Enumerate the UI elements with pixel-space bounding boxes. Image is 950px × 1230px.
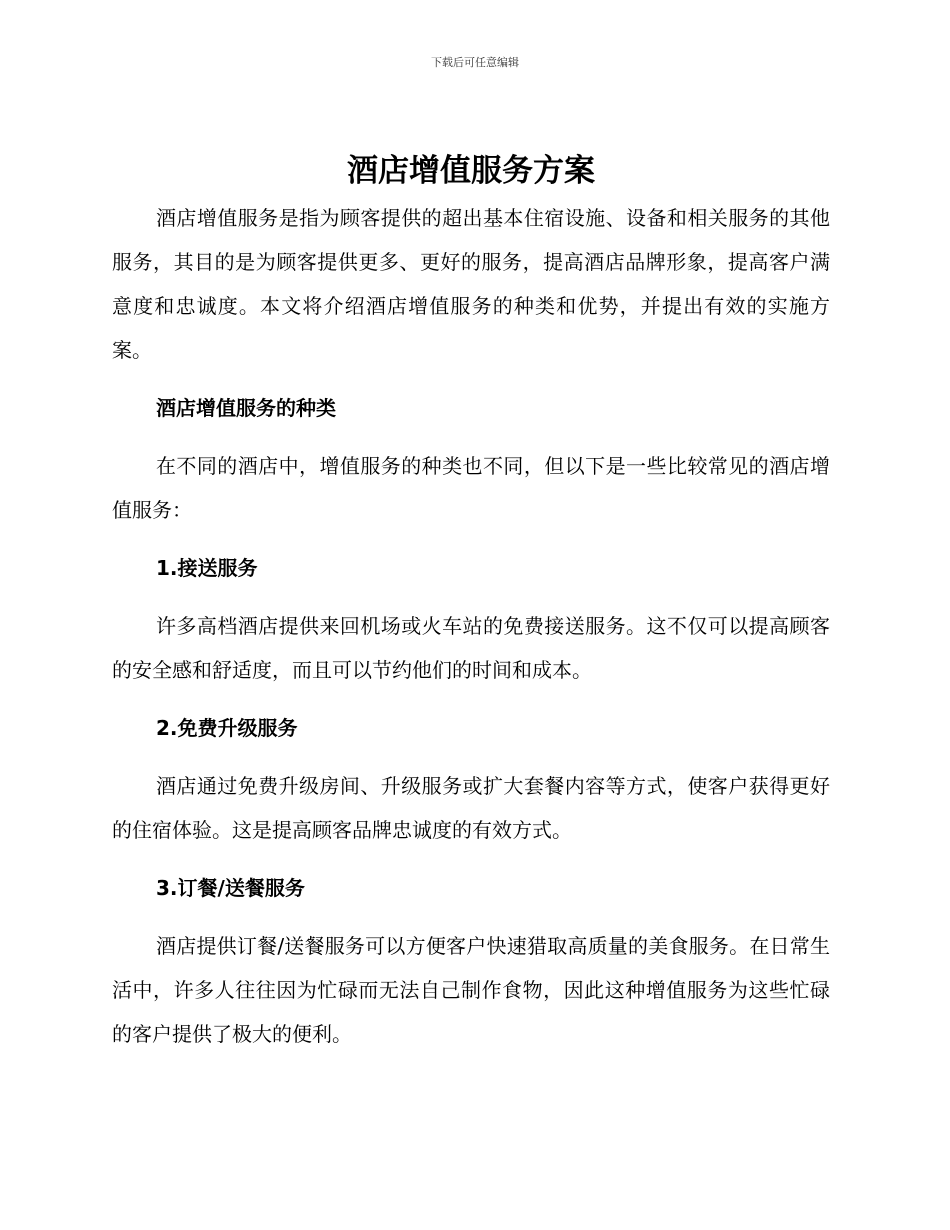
item-heading-1: 1.接送服务	[156, 556, 258, 580]
item-paragraph-2: 酒店通过免费升级房间、升级服务或扩大套餐内容等方式，使客户获得更好的住宿体验。这是提高顾客品牌忠诚度的有效方式。	[112, 774, 830, 842]
section-intro-paragraph: 在不同的酒店中，增值服务的种类也不同，但以下是一些比较常见的酒店增值服务：	[112, 454, 830, 522]
item-paragraph-3: 酒店提供订餐/送餐服务可以方便客户快速猎取高质量的美食服务。在日常生活中，许多人往往因为忙碌而无法自己制作食物，因此这种增值服务为这些忙碌的客户提供了极大的便利。	[112, 934, 830, 1046]
section-heading: 酒店增值服务的种类	[156, 396, 336, 420]
document-title: 酒店增值服务方案	[347, 153, 595, 189]
document-body	[112, 148, 830, 1056]
header-note: 下载后可任意编辑	[431, 56, 519, 69]
intro-paragraph: 酒店增值服务是指为顾客提供的超出基本住宿设施、设备和相关服务的其他服务，其目的是为顾客提供更多、更好的服务，提高酒店品牌形象，提高客户满意度和忠诚度。本文将介绍酒店增值服务的种类和优势，并提出有效的实施方案。	[112, 206, 830, 362]
item-heading-2: 2.免费升级服务	[156, 716, 298, 740]
item-heading-3: 3.订餐/送餐服务	[156, 876, 305, 900]
item-paragraph-1: 许多高档酒店提供来回机场或火车站的免费接送服务。这不仅可以提高顾客的安全感和舒适度，而且可以节约他们的时间和成本。	[112, 614, 830, 682]
